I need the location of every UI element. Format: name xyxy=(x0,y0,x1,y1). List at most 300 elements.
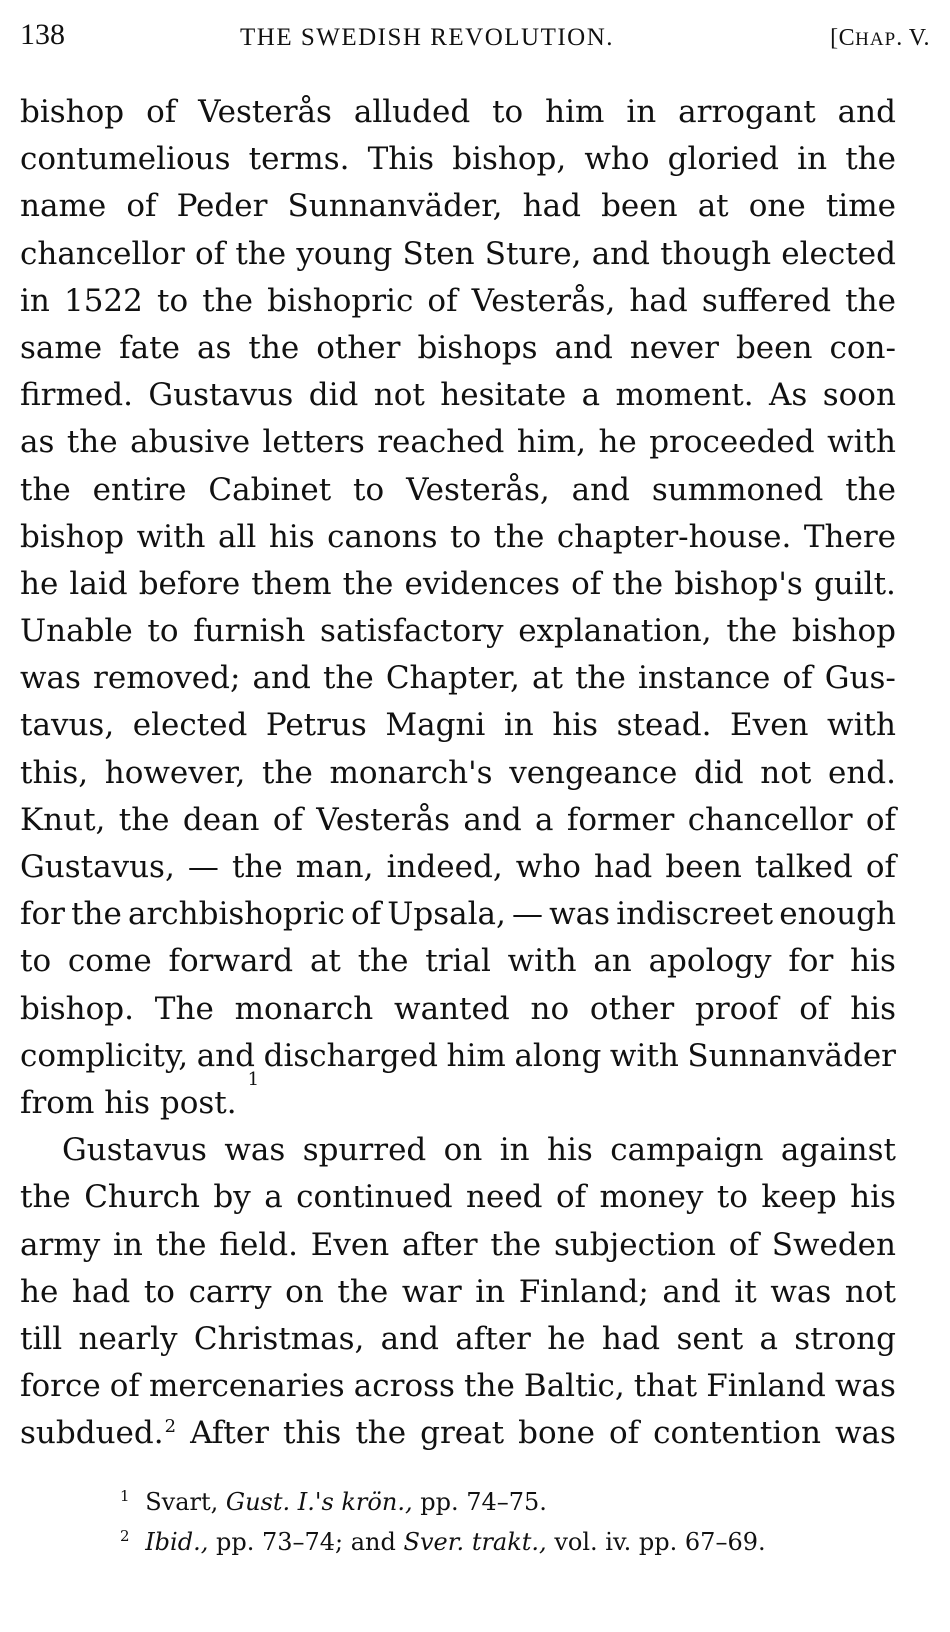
word: elected xyxy=(132,707,248,744)
word: with xyxy=(507,943,577,980)
word: the xyxy=(493,518,545,555)
word: he xyxy=(20,565,59,602)
word: Finland xyxy=(706,1368,826,1405)
footnote-author: Svart, xyxy=(145,1488,219,1516)
footnote-reference-title: Ibid., xyxy=(145,1528,209,1556)
text-line xyxy=(20,938,896,985)
word: suffered xyxy=(701,282,832,319)
word: monarch's xyxy=(329,754,493,791)
word: though xyxy=(660,235,772,272)
word: did xyxy=(694,754,744,791)
word: of xyxy=(126,188,157,225)
word: for xyxy=(20,896,65,933)
text-line xyxy=(20,1316,896,1363)
word: the xyxy=(248,329,300,366)
word: Petrus xyxy=(265,707,367,744)
word: archbishopric xyxy=(128,896,345,933)
footnote-marker: 1 xyxy=(120,1487,130,1505)
word: and xyxy=(571,471,630,508)
word: Gustavus xyxy=(148,377,294,414)
word: all xyxy=(218,518,257,555)
word: that xyxy=(633,1368,698,1405)
word: had xyxy=(629,282,688,319)
word: of xyxy=(272,801,303,838)
word: for xyxy=(788,943,834,980)
word: the xyxy=(845,471,896,508)
word: was xyxy=(20,660,81,697)
word: as xyxy=(196,329,232,366)
word: in xyxy=(797,141,828,178)
word: the xyxy=(66,424,118,461)
word: on xyxy=(285,1273,324,1310)
word: a xyxy=(759,1320,778,1357)
word: end. xyxy=(827,754,896,791)
word: with xyxy=(609,1037,679,1074)
word: and xyxy=(554,329,613,366)
text-line xyxy=(20,89,896,136)
word: spurred xyxy=(302,1132,427,1169)
word: bishop xyxy=(791,613,896,650)
word: Sunnanväder xyxy=(687,1037,896,1074)
text-line xyxy=(20,1174,896,1221)
word: and xyxy=(662,1273,721,1310)
word: of xyxy=(146,94,177,130)
word: tavus, xyxy=(20,707,115,744)
word: soon xyxy=(822,377,896,414)
word: great xyxy=(420,1415,505,1452)
word: and xyxy=(380,1320,439,1357)
word: vengeance xyxy=(509,754,678,791)
word: not xyxy=(760,754,812,791)
text-line xyxy=(20,419,896,466)
word: his xyxy=(552,707,599,744)
word: who xyxy=(584,141,650,178)
word: con- xyxy=(829,329,896,366)
word: name xyxy=(20,188,107,225)
word: to xyxy=(492,94,524,130)
text-line xyxy=(20,325,896,372)
footnote-1 xyxy=(120,1484,900,1524)
word: was xyxy=(834,1368,896,1405)
word: the xyxy=(71,896,122,933)
word: carry xyxy=(188,1273,272,1310)
word: other xyxy=(316,329,401,366)
text-line xyxy=(20,231,896,278)
text-line xyxy=(20,750,896,797)
word: field. xyxy=(219,1226,298,1263)
word: forward xyxy=(168,943,294,980)
paragraph-1 xyxy=(20,89,896,1127)
word: his xyxy=(850,1179,896,1216)
page-header xyxy=(20,16,930,56)
word: Sweden xyxy=(771,1226,896,1263)
word: complicity, xyxy=(20,1037,189,1074)
word: his xyxy=(268,518,315,555)
word: abusive xyxy=(130,424,251,461)
word: not xyxy=(373,377,425,414)
word: him xyxy=(446,1037,506,1074)
text-line xyxy=(20,1269,896,1316)
word: his xyxy=(850,943,896,980)
word: had xyxy=(601,1320,661,1357)
word: the xyxy=(202,282,253,319)
text-line-with-note xyxy=(20,1410,896,1457)
word: a xyxy=(535,801,554,838)
word: an xyxy=(593,943,632,980)
chapter-marker-suffix: . V. xyxy=(896,25,930,51)
word: subjection xyxy=(553,1226,716,1263)
word: after xyxy=(455,1320,531,1357)
text-line xyxy=(20,514,896,561)
word: Unable xyxy=(20,613,133,650)
word: letters xyxy=(262,424,365,461)
body-text xyxy=(20,89,896,1457)
word: and xyxy=(837,94,896,130)
word: force xyxy=(20,1368,101,1405)
word: the xyxy=(342,565,394,602)
word: to xyxy=(353,471,385,508)
word: of xyxy=(865,801,896,838)
text-line xyxy=(20,136,896,183)
word: against xyxy=(780,1132,896,1169)
word: them xyxy=(251,565,332,602)
word: Christmas, xyxy=(193,1320,365,1357)
word: the xyxy=(337,1273,389,1310)
word: the xyxy=(20,1179,71,1216)
word: of xyxy=(728,1226,759,1263)
word: contumelious xyxy=(20,141,231,178)
footnotes xyxy=(120,1484,900,1564)
word: chancellor xyxy=(687,801,853,838)
text-line xyxy=(20,1222,896,1269)
word: guilt. xyxy=(813,565,896,602)
word: was xyxy=(549,896,611,933)
word: bishop. xyxy=(20,990,134,1027)
word: of xyxy=(109,1368,140,1405)
word: strong xyxy=(794,1320,896,1357)
word: the xyxy=(357,943,409,980)
chapter-marker-small-caps: HAP xyxy=(855,29,897,50)
word: bone xyxy=(518,1415,595,1452)
footnote-reference: 1 xyxy=(247,1068,260,1090)
word: in xyxy=(475,1273,506,1310)
word: There xyxy=(803,518,896,555)
word: satisfactory xyxy=(320,613,504,650)
word: in xyxy=(626,94,657,130)
word: however, xyxy=(104,754,246,791)
word: firmed. xyxy=(20,377,133,414)
word: The xyxy=(154,990,214,1027)
text-line xyxy=(20,467,896,514)
chapter-marker xyxy=(830,21,930,57)
text-line-start: subdued.$^2$ xyxy=(20,1410,176,1457)
word: former xyxy=(566,801,675,838)
word: evidences xyxy=(404,565,561,602)
word: this, xyxy=(20,754,89,791)
word: been xyxy=(735,329,813,366)
text-line xyxy=(20,844,896,891)
word: money xyxy=(599,1179,704,1216)
word: Church xyxy=(84,1179,200,1216)
text-fragment: subdued. xyxy=(20,1415,164,1452)
word: gloried xyxy=(667,141,780,178)
text-line xyxy=(20,183,896,230)
word: reached xyxy=(377,424,505,461)
word: to xyxy=(716,1179,748,1216)
word: Finland; xyxy=(518,1273,649,1310)
word: Peder xyxy=(176,188,268,225)
text-line xyxy=(20,702,896,749)
word: alluded xyxy=(353,94,471,130)
word: to xyxy=(449,518,482,555)
footnote-title: Gust. I.'s krön., xyxy=(225,1488,413,1516)
word: keep xyxy=(761,1179,837,1216)
word: terms. xyxy=(248,141,350,178)
word: the xyxy=(845,141,896,178)
word: war xyxy=(401,1273,462,1310)
word: other xyxy=(589,990,675,1027)
word: entire xyxy=(92,471,187,508)
word: dean xyxy=(182,801,260,838)
word: was xyxy=(770,1273,832,1310)
word: him, xyxy=(516,424,586,461)
word: sent xyxy=(676,1320,744,1357)
word: the xyxy=(118,801,170,838)
footnote-pages: pp. 73–74; and xyxy=(215,1528,396,1556)
word: elected xyxy=(781,235,896,272)
word: Vesterås, xyxy=(406,471,550,508)
word: the xyxy=(322,660,374,697)
footnote-volume: vol. iv. pp. 67–69. xyxy=(554,1528,766,1556)
word: till xyxy=(20,1320,63,1357)
word: with xyxy=(827,707,896,744)
word: not xyxy=(844,1273,896,1310)
text-line xyxy=(20,1127,896,1174)
text-line xyxy=(20,1363,896,1410)
word: the xyxy=(262,754,313,791)
word: canons xyxy=(327,518,438,555)
word: on xyxy=(443,1132,483,1169)
word: the xyxy=(845,282,896,319)
word: summoned xyxy=(651,471,824,508)
word: a xyxy=(581,377,601,414)
text-line xyxy=(20,655,896,702)
word: at xyxy=(532,660,563,697)
word: and xyxy=(196,1037,255,1074)
paragraph-2 xyxy=(20,1127,896,1457)
word: Chapter, xyxy=(385,660,520,697)
word: the xyxy=(231,849,283,885)
word: had xyxy=(522,188,581,225)
word: who xyxy=(515,849,581,885)
word: one xyxy=(748,188,806,225)
word: bishops xyxy=(417,329,538,366)
word: 1522 xyxy=(63,282,143,319)
word: stead. xyxy=(616,707,712,744)
word: bishopric xyxy=(267,282,414,319)
word: — xyxy=(512,896,544,933)
word: Gus- xyxy=(824,660,896,697)
word: Gustavus xyxy=(62,1132,207,1169)
running-title: THE SWEDISH REVOLUTION. xyxy=(240,24,615,51)
word: contention xyxy=(653,1415,821,1452)
word: continued xyxy=(296,1179,453,1216)
word: never xyxy=(629,329,719,366)
word: after xyxy=(401,1226,478,1263)
word: and xyxy=(252,660,311,697)
word: laid xyxy=(69,565,128,602)
word: explanation, xyxy=(518,613,712,650)
word: was xyxy=(224,1132,286,1169)
word: the xyxy=(726,613,778,650)
word: Cabinet xyxy=(208,471,332,508)
word: mercenaries xyxy=(149,1368,345,1405)
text-line xyxy=(20,561,896,608)
text-line xyxy=(20,891,896,938)
word: of xyxy=(427,282,458,319)
word: bishop xyxy=(20,94,125,130)
word: This xyxy=(367,141,435,178)
word: was xyxy=(834,1415,896,1452)
word: in xyxy=(503,707,534,744)
page-number: 138 xyxy=(20,18,65,51)
word: along xyxy=(514,1037,602,1074)
word: the xyxy=(235,235,287,272)
word: been xyxy=(601,188,678,225)
word: furnish xyxy=(193,613,306,650)
word: time xyxy=(825,188,896,225)
word: — xyxy=(187,849,219,885)
word: moment. xyxy=(615,377,754,414)
word: fate xyxy=(119,329,180,366)
word: the xyxy=(355,1415,407,1452)
chapter-marker-prefix: [C xyxy=(830,25,856,51)
word: instance xyxy=(637,660,771,697)
word: the xyxy=(464,1368,515,1405)
word: the xyxy=(575,660,626,697)
word: Sture, xyxy=(484,235,582,272)
word: Vesterås, xyxy=(471,282,616,319)
word: army xyxy=(20,1226,101,1263)
word: in xyxy=(20,282,50,319)
word: discharged xyxy=(263,1037,438,1074)
word: same xyxy=(20,329,103,366)
footnote-marker: 2 xyxy=(120,1527,130,1545)
text-line xyxy=(20,278,896,325)
text-line xyxy=(20,372,896,419)
word: had xyxy=(593,849,653,885)
word: had xyxy=(71,1273,131,1310)
word: of xyxy=(195,235,226,272)
word: bishop xyxy=(20,518,125,555)
word: trial xyxy=(425,943,491,980)
word: with xyxy=(136,518,206,555)
word: his xyxy=(850,990,896,1027)
word: Sten xyxy=(402,235,475,272)
word: campaign xyxy=(610,1132,764,1169)
word: it xyxy=(734,1273,757,1310)
word: of xyxy=(799,990,830,1027)
word: him xyxy=(545,94,605,130)
text-line xyxy=(20,608,896,655)
word: proceeded xyxy=(649,424,815,461)
word: bishop, xyxy=(452,141,567,178)
word: at xyxy=(697,188,729,225)
word: indeed, xyxy=(386,849,503,885)
word: Vesterås xyxy=(316,801,451,838)
footnote-title: Sver. trakt., xyxy=(403,1528,547,1556)
word: no xyxy=(530,990,570,1027)
word: of xyxy=(608,1415,640,1452)
word: indiscreet xyxy=(616,896,774,933)
word: of xyxy=(571,565,602,602)
word: come xyxy=(67,943,152,980)
word: bishop's xyxy=(674,565,803,602)
text-line-final xyxy=(20,1068,896,1127)
word: been xyxy=(665,849,742,885)
word: and xyxy=(463,801,522,838)
word: did xyxy=(308,377,359,414)
word: Gustavus, xyxy=(20,849,175,885)
word: his xyxy=(547,1132,593,1169)
word: the xyxy=(20,471,71,508)
word: as xyxy=(20,424,55,461)
word: wanted xyxy=(394,990,510,1027)
word: of xyxy=(865,849,896,885)
footnote-2 xyxy=(120,1524,900,1564)
word: he xyxy=(20,1273,59,1310)
word: to xyxy=(20,943,52,980)
word: removed; xyxy=(93,660,241,697)
word: Even xyxy=(310,1226,390,1263)
word: with xyxy=(827,424,896,461)
text-line xyxy=(20,797,896,844)
word: he xyxy=(547,1320,586,1357)
word: across xyxy=(353,1368,455,1405)
word: to xyxy=(147,613,179,650)
word: arrogant xyxy=(678,94,816,130)
word: in xyxy=(113,1226,143,1263)
word: the xyxy=(490,1226,542,1263)
word: and xyxy=(591,235,650,272)
word: at xyxy=(309,943,341,980)
word: Sunnanväder, xyxy=(287,188,503,225)
word: proof xyxy=(694,990,779,1027)
word: the xyxy=(612,565,664,602)
word: Even xyxy=(730,707,809,744)
word: man, xyxy=(295,849,374,885)
word: of xyxy=(351,896,382,933)
word: he xyxy=(598,424,637,461)
word: Vesterås xyxy=(198,94,332,130)
word: talked xyxy=(754,849,853,885)
word: to xyxy=(143,1273,175,1310)
word: Magni xyxy=(385,707,486,744)
word: nearly xyxy=(78,1320,178,1357)
word: a xyxy=(264,1179,283,1216)
word: hesitate xyxy=(440,377,567,414)
footnote-pages: pp. 74–75. xyxy=(420,1488,547,1516)
word: Baltic, xyxy=(523,1368,625,1405)
word: of xyxy=(555,1179,587,1216)
word: need xyxy=(466,1179,543,1216)
word: As xyxy=(769,377,808,414)
word: before xyxy=(138,565,241,602)
word: the xyxy=(155,1226,207,1263)
word: chapter-house. xyxy=(556,518,792,555)
word: apology xyxy=(648,943,772,980)
text-line xyxy=(20,1033,896,1080)
